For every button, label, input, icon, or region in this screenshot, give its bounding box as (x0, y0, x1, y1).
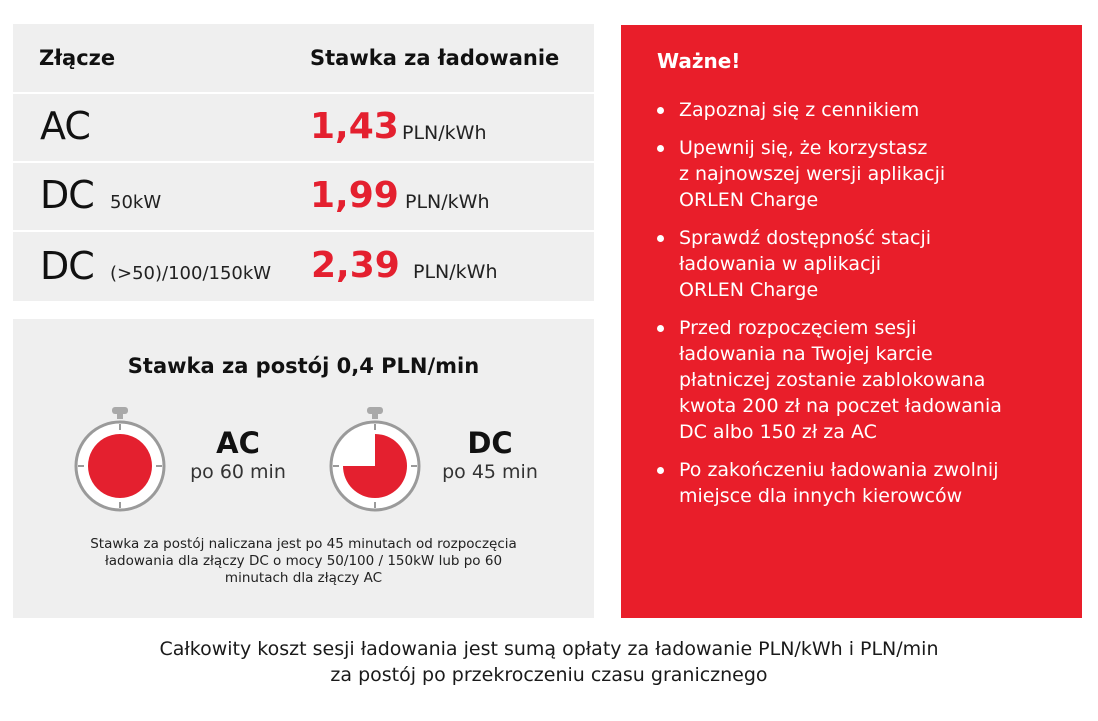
important-item-line: DC albo 150 zł za AC (679, 421, 877, 443)
price-value: 1,43 (310, 106, 399, 147)
table-row (13, 232, 594, 301)
important-item-line: Przed rozpoczęciem sesji (679, 317, 917, 339)
note-line: ładowania dla złączy DC o mocy 50/100 / 150kW lub po 60 (104, 553, 503, 569)
important-item-line: miejsce dla innych kierowców (679, 485, 963, 507)
bullet-icon (657, 145, 664, 152)
table-row (13, 94, 594, 161)
timer-duration: po 45 min (442, 461, 538, 483)
connector-power: 50kW (110, 192, 162, 213)
bullet-icon (657, 235, 664, 242)
price-value: 1,99 (310, 175, 399, 216)
connector-type: DC (40, 173, 94, 217)
important-item (655, 457, 1065, 509)
timer-label-dc (420, 427, 560, 485)
important-list (655, 97, 1065, 521)
important-item-line: Po zakończeniu ładowania zwolnij (679, 459, 999, 481)
important-item-line: Zapoznaj się z cennikiem (679, 99, 920, 121)
important-item-line: ładowania na Twojej karcie (679, 343, 933, 365)
connector-type: DC (40, 244, 94, 288)
footer-note (0, 636, 1098, 688)
price-value: 2,39 (311, 245, 400, 286)
footer-line: za postój po przekroczeniu czasu granicznego (330, 664, 768, 686)
header-connector: Złącze (39, 46, 116, 70)
timer-type: DC (467, 426, 513, 460)
bullet-icon (657, 107, 664, 114)
footer-line: Całkowity koszt sesji ładowania jest sumą opłaty za ładowanie PLN/kWh i PLN/min (159, 638, 939, 660)
idle-fee-panel (13, 319, 594, 618)
price-unit: PLN/kWh (402, 122, 487, 144)
important-item-line: Upewnij się, że korzystasz (679, 137, 928, 159)
important-item-line: płatniczej zostanie zablokowana (679, 369, 986, 391)
important-item (655, 135, 1065, 213)
table-row (13, 163, 594, 230)
important-item-line: z najnowszej wersji aplikacji (679, 163, 946, 185)
important-item-line: Sprawdź dostępność stacji (679, 227, 932, 249)
important-item (655, 97, 1065, 123)
timer-label-ac (168, 427, 308, 485)
stopwatch-icon-ac (72, 407, 168, 517)
bullet-icon (657, 467, 664, 474)
important-item-line: ORLEN Charge (679, 279, 819, 301)
bullet-icon (657, 325, 664, 332)
charging-rates-table (13, 24, 594, 301)
important-item-line: ORLEN Charge (679, 189, 819, 211)
stopwatch-icon-dc (327, 407, 423, 517)
note-line: minutach dla złączy AC (224, 570, 383, 586)
idle-fee-note (43, 536, 564, 587)
important-panel (621, 25, 1082, 618)
price-unit: PLN/kWh (405, 191, 490, 213)
important-item (655, 315, 1065, 445)
table-header (13, 24, 594, 92)
timer-type: AC (216, 426, 260, 460)
connector-type: AC (40, 104, 90, 148)
important-item-line: kwota 200 zł na poczet ładowania (679, 395, 1002, 417)
important-item (655, 225, 1065, 303)
header-rate: Stawka za ładowanie (310, 46, 560, 70)
important-item-line: ładowania w aplikacji (679, 253, 882, 275)
idle-fee-title: Stawka za postój 0,4 PLN/min (127, 354, 480, 378)
price-unit: PLN/kWh (413, 261, 498, 283)
note-line: Stawka za postój naliczana jest po 45 minutach od rozpoczęcia (90, 536, 517, 552)
important-title: Ważne! (657, 49, 741, 73)
connector-power: (>50)/100/150kW (110, 263, 272, 284)
timer-duration: po 60 min (190, 461, 286, 483)
